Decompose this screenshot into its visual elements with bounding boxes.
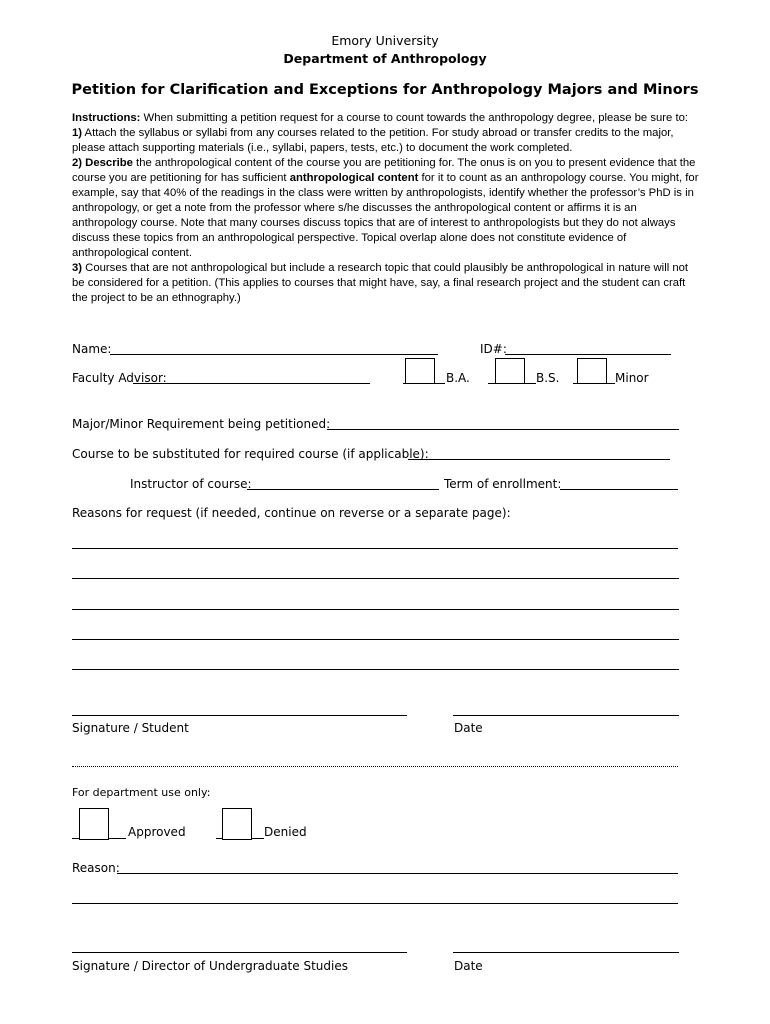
item-2-text-a: the anthropological content of the course you are petitioning for. The onus is on you to present evidence that the course you are petitioning for has sufficient <box>72 157 696 184</box>
id-label: ID#: <box>480 342 507 356</box>
item-2-number: 2) Describe <box>72 157 133 169</box>
approved-label: Approved <box>128 825 186 839</box>
student-date-label: Date <box>454 721 483 735</box>
name-field[interactable] <box>110 354 438 355</box>
id-field[interactable] <box>505 354 671 355</box>
ba-checkbox[interactable] <box>405 358 435 384</box>
reasons-line-5[interactable] <box>72 669 679 670</box>
minor-checkbox[interactable] <box>577 358 607 384</box>
university-name: Emory University <box>331 33 439 48</box>
student-signature-field[interactable] <box>72 715 407 716</box>
reasons-line-1[interactable] <box>72 548 678 549</box>
form-title: Petition for Clarification and Exceptions for Anthropology Majors and Minors <box>71 82 699 98</box>
bs-label: B.S. <box>536 371 560 385</box>
instructions-lead: Instructions: <box>72 112 141 124</box>
bs-checkbox[interactable] <box>495 358 525 384</box>
instructor-field[interactable] <box>247 489 439 490</box>
student-date-field[interactable] <box>453 715 679 716</box>
reason-field[interactable] <box>117 873 678 874</box>
reasons-line-3[interactable] <box>72 609 679 610</box>
director-signature-label: Signature / Director of Undergraduate Studies <box>72 959 348 973</box>
item-2-bold: anthropological content <box>289 172 419 184</box>
name-label: Name: <box>72 342 112 356</box>
director-signature-field[interactable] <box>72 952 407 953</box>
course-substitute-label: Course to be substituted for required course (if applicable): <box>72 447 429 461</box>
reasons-label: Reasons for request (if needed, continue on reverse or a separate page): <box>72 506 511 520</box>
minor-label: Minor <box>615 371 649 385</box>
approved-checkbox[interactable] <box>79 808 109 840</box>
reason-line-2[interactable] <box>72 903 678 904</box>
separator <box>72 766 678 767</box>
ba-label: B.A. <box>446 371 470 385</box>
faculty-advisor-field[interactable] <box>133 383 370 384</box>
director-date-field[interactable] <box>453 952 679 953</box>
item-2-text-b: for it to count as an anthropology course. You might, for example, say that 40% of the readings in the class were written by anthropologists, identify whether the professor’s PhD is in anthropology, or get a note from the professor where s/he discusses the anthropological content or affirms it is an anthropology course. Note that many courses discuss topics that are of interest to anthropologists but they do not always discuss these topics from an anthropological perspective. Topical overlap alone does not constitute evidence of anthropological content. <box>72 172 699 259</box>
term-field[interactable] <box>560 489 678 490</box>
student-signature-label: Signature / Student <box>72 721 189 735</box>
instructions-intro: When submitting a petition request for a course to count towards the anthropology degree, please be sure to: <box>140 112 689 124</box>
faculty-advisor-label: Faculty Advisor: <box>72 371 167 385</box>
reasons-line-4[interactable] <box>72 639 679 640</box>
item-3-number: 3) <box>72 262 83 274</box>
course-substitute-field[interactable] <box>408 459 670 460</box>
term-label: Term of enrollment: <box>444 477 562 491</box>
department-name: Department of Anthropology <box>283 51 487 66</box>
requirement-label: Major/Minor Requirement being petitioned: <box>72 417 331 431</box>
item-1-number: 1) <box>72 127 83 139</box>
instructions-block <box>72 111 702 306</box>
department-use-heading: For department use only: <box>72 786 211 799</box>
item-3-text: Courses that are not anthropological but include a research topic that could plausibly be anthropological in nature will not be considered for a petition. (This applies to courses that might have, say, a final research project and the student can craft the project to be an ethnography.) <box>72 262 689 304</box>
reasons-line-2[interactable] <box>72 578 679 579</box>
director-date-label: Date <box>454 959 483 973</box>
reason-label: Reason: <box>72 861 120 875</box>
requirement-field[interactable] <box>327 429 679 430</box>
denied-label: Denied <box>264 825 307 839</box>
denied-checkbox[interactable] <box>222 808 252 840</box>
item-1-text: Attach the syllabus or syllabi from any courses related to the petition. For study abroad or transfer credits to the major, please attach supporting materials (i.e., syllabi, papers, tests, etc.) to document the work completed. <box>72 127 674 154</box>
instructor-label: Instructor of course: <box>130 477 252 491</box>
